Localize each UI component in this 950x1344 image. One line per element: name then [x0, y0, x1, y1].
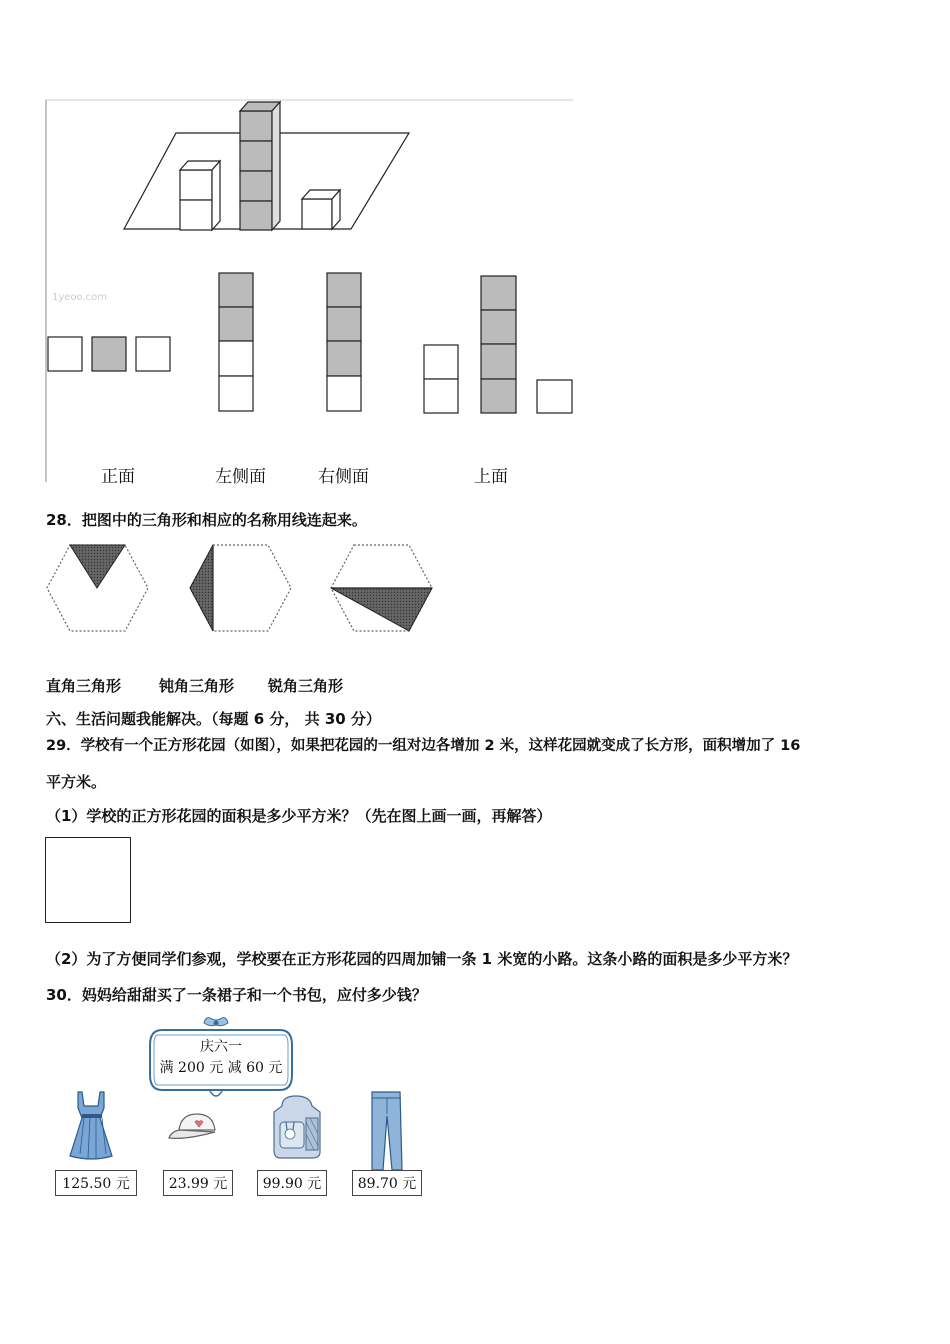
square-garden [45, 837, 131, 923]
cap-icon [165, 1108, 225, 1148]
triangle-name-acute: 锐角三角形 [268, 677, 344, 695]
jeans-icon [366, 1086, 406, 1176]
question-29-part2: （2）为了方便同学们参观，学校要在正方形花园的四周加铺一条 1 米宽的小路。这条小路的面积是多少平方米？ [46, 950, 798, 968]
price-jeans: 89.70 元 [352, 1170, 422, 1196]
cube-views-figure [0, 0, 600, 400]
view-label-front: 正面 [101, 467, 135, 487]
price-cap: 23.99 元 [163, 1170, 233, 1196]
view-label-right: 右侧面 [318, 467, 369, 487]
section-6-title: 六、生活问题我能解决。（每题 6 分， 共 30 分） [46, 710, 381, 728]
cube-single-right [302, 190, 340, 229]
question-29-line2: 平方米。 [46, 773, 107, 791]
svg-text:1yeoo.com: 1yeoo.com [52, 292, 108, 303]
front-view [48, 337, 170, 371]
hexagon-3 [331, 545, 432, 631]
view-label-left: 左侧面 [215, 467, 266, 487]
hexagon-1 [47, 545, 148, 631]
hexagon-figures [0, 540, 460, 650]
left-side-view [219, 273, 253, 411]
dress-icon [62, 1088, 122, 1168]
cube-stack-middle [240, 102, 280, 230]
question-30: 30．妈妈给甜甜买了一条裙子和一个书包，应付多少钱？ [46, 986, 427, 1004]
cube-stack-left [180, 161, 220, 230]
question-29-part1: （1）学校的正方形花园的面积是多少平方米？（先在图上画一画，再解答） [46, 807, 552, 825]
price-backpack: 99.90 元 [257, 1170, 327, 1196]
hexagon-2 [190, 545, 291, 631]
banner-offer: 满 200 元 减 60 元 [159, 1060, 283, 1076]
backpack-icon [266, 1092, 330, 1164]
triangle-name-obtuse: 钝角三角形 [159, 677, 235, 695]
right-side-view [327, 273, 361, 411]
banner-title: 庆六一 [200, 1039, 242, 1055]
view-label-top: 上面 [474, 467, 508, 487]
question-28: 28．把图中的三角形和相应的名称用线连起来。 [46, 511, 367, 529]
triangle-name-right: 直角三角形 [46, 677, 122, 695]
question-29-line1: 29．学校有一个正方形花园（如图），如果把花园的一组对边各增加 2 米，这样花园就变成了长方形，面积增加了 16 [46, 738, 801, 754]
price-dress: 125.50 元 [55, 1170, 137, 1196]
top-view [424, 276, 572, 413]
